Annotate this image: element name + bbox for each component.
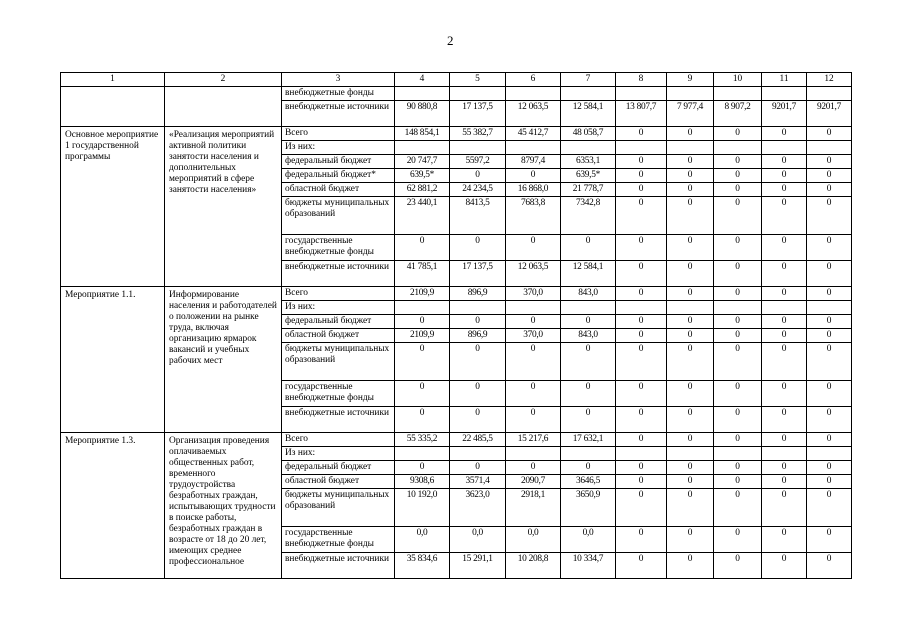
value-cell: 0 [667, 475, 714, 489]
value-cell: 17 137,5 [450, 101, 506, 127]
value-cell: 0 [506, 235, 561, 261]
value-cell [807, 141, 852, 155]
value-cell: 12 584,1 [561, 261, 616, 287]
value-cell [450, 87, 506, 101]
value-cell: 0 [450, 381, 506, 407]
value-cell: 0 [807, 183, 852, 197]
table-row [61, 287, 852, 301]
value-cell: 0 [667, 315, 714, 329]
source-cell: федеральный бюджет [282, 461, 395, 475]
value-cell: 0 [450, 461, 506, 475]
value-cell: 48 058,7 [561, 127, 616, 141]
value-cell: 0 [616, 475, 667, 489]
value-cell: 0 [616, 381, 667, 407]
value-cell [762, 141, 807, 155]
value-cell [616, 447, 667, 461]
value-cell: 0 [762, 433, 807, 447]
value-cell: 0 [616, 287, 667, 301]
value-cell: 0 [667, 527, 714, 553]
value-cell: 0 [616, 127, 667, 141]
value-cell: 8797,4 [506, 155, 561, 169]
value-cell [561, 141, 616, 155]
value-cell: 0 [807, 343, 852, 381]
value-cell: 0 [667, 343, 714, 381]
value-cell [762, 301, 807, 315]
value-cell: 370,0 [506, 287, 561, 301]
value-cell: 9201,7 [807, 101, 852, 127]
source-cell: Всего [282, 287, 395, 301]
value-cell: 0 [667, 183, 714, 197]
value-cell: 9201,7 [762, 101, 807, 127]
value-cell: 0 [807, 381, 852, 407]
value-cell: 0 [616, 197, 667, 235]
table-row [61, 433, 852, 447]
value-cell: 17 632,1 [561, 433, 616, 447]
source-cell: внебюджетные источники [282, 407, 395, 433]
value-cell [395, 141, 450, 155]
value-cell: 0 [714, 329, 762, 343]
value-cell: 90 880,8 [395, 101, 450, 127]
source-cell: государственные внебюджетные фонды [282, 381, 395, 407]
value-cell: 0 [506, 381, 561, 407]
value-cell: 2109,9 [395, 329, 450, 343]
value-cell [714, 141, 762, 155]
value-cell: 0 [762, 183, 807, 197]
value-cell: 0 [714, 155, 762, 169]
source-cell: Из них: [282, 301, 395, 315]
section-title: Основное мероприятие 1 государственной программы [61, 127, 165, 287]
column-header: 9 [667, 73, 714, 87]
value-cell: 0 [807, 461, 852, 475]
value-cell: 2109,9 [395, 287, 450, 301]
value-cell: 0 [667, 553, 714, 579]
section-title: Мероприятие 1.3. [61, 433, 165, 579]
value-cell: 0 [762, 381, 807, 407]
value-cell [395, 447, 450, 461]
value-cell: 0 [395, 235, 450, 261]
value-cell: 0 [762, 197, 807, 235]
value-cell: 0 [762, 235, 807, 261]
value-cell: 0 [506, 169, 561, 183]
value-cell [667, 447, 714, 461]
source-cell: бюджеты муниципальных образований [282, 343, 395, 381]
value-cell [714, 301, 762, 315]
value-cell: 41 785,1 [395, 261, 450, 287]
value-cell: 0 [561, 343, 616, 381]
value-cell: 0 [616, 461, 667, 475]
value-cell: 17 137,5 [450, 261, 506, 287]
value-cell: 0 [616, 183, 667, 197]
value-cell: 0 [667, 127, 714, 141]
value-cell: 8 907,2 [714, 101, 762, 127]
value-cell: 0 [807, 169, 852, 183]
column-header: 3 [282, 73, 395, 87]
value-cell: 0 [714, 343, 762, 381]
value-cell [762, 447, 807, 461]
value-cell: 0 [667, 261, 714, 287]
value-cell: 9308,6 [395, 475, 450, 489]
section-description: Информирование населения и работодателей о положении на рынке труда, включая организацию ярмарок вакансий и учебных рабочих мест [165, 287, 282, 433]
value-cell: 0 [616, 433, 667, 447]
value-cell: 0 [762, 489, 807, 527]
carryover-cell-2 [165, 87, 282, 127]
value-cell: 0 [762, 407, 807, 433]
value-cell: 0 [616, 315, 667, 329]
value-cell: 2090,7 [506, 475, 561, 489]
value-cell: 0 [807, 127, 852, 141]
source-cell: областной бюджет [282, 475, 395, 489]
value-cell [714, 447, 762, 461]
value-cell: 15 217,6 [506, 433, 561, 447]
column-header: 10 [714, 73, 762, 87]
value-cell: 13 807,7 [616, 101, 667, 127]
value-cell [450, 301, 506, 315]
value-cell [450, 141, 506, 155]
value-cell: 0 [667, 155, 714, 169]
value-cell [506, 447, 561, 461]
value-cell: 23 440,1 [395, 197, 450, 235]
value-cell: 0 [714, 433, 762, 447]
value-cell: 0 [616, 169, 667, 183]
table-header-row [61, 73, 852, 87]
value-cell: 6353,1 [561, 155, 616, 169]
value-cell: 16 868,0 [506, 183, 561, 197]
value-cell: 0 [395, 407, 450, 433]
source-cell: федеральный бюджет [282, 315, 395, 329]
value-cell: 0 [762, 461, 807, 475]
value-cell: 21 778,7 [561, 183, 616, 197]
value-cell: 0,0 [506, 527, 561, 553]
source-cell: государственные внебюджетные фонды [282, 527, 395, 553]
value-cell: 0 [762, 155, 807, 169]
value-cell: 0 [807, 287, 852, 301]
value-cell: 0 [807, 235, 852, 261]
value-cell: 0 [616, 155, 667, 169]
value-cell: 0 [807, 553, 852, 579]
value-cell [561, 447, 616, 461]
value-cell: 5597,2 [450, 155, 506, 169]
value-cell: 24 234,5 [450, 183, 506, 197]
value-cell: 3571,4 [450, 475, 506, 489]
value-cell [616, 141, 667, 155]
value-cell: 10 334,7 [561, 553, 616, 579]
value-cell: 0,0 [395, 527, 450, 553]
source-cell: федеральный бюджет [282, 155, 395, 169]
source-cell: внебюджетные источники [282, 553, 395, 579]
source-cell: Всего [282, 127, 395, 141]
value-cell [395, 301, 450, 315]
value-cell [561, 301, 616, 315]
source-cell: внебюджетные источники [282, 261, 395, 287]
source-cell: областной бюджет [282, 329, 395, 343]
page-number: 2 [447, 33, 454, 48]
value-cell [762, 87, 807, 101]
value-cell: 0 [616, 343, 667, 381]
source-cell: государственные внебюджетные фонды [282, 235, 395, 261]
value-cell: 0 [395, 343, 450, 381]
value-cell: 0,0 [450, 527, 506, 553]
value-cell: 0 [714, 235, 762, 261]
value-cell: 0 [762, 169, 807, 183]
value-cell: 0 [561, 461, 616, 475]
value-cell: 0 [714, 475, 762, 489]
value-cell: 0 [616, 329, 667, 343]
value-cell [616, 301, 667, 315]
value-cell [807, 447, 852, 461]
value-cell: 45 412,7 [506, 127, 561, 141]
value-cell: 0 [667, 197, 714, 235]
source-cell: внебюджетные фонды [282, 87, 395, 101]
value-cell: 0 [395, 315, 450, 329]
value-cell: 0 [807, 261, 852, 287]
value-cell: 0 [506, 407, 561, 433]
value-cell: 8413,5 [450, 197, 506, 235]
value-cell: 0 [807, 489, 852, 527]
value-cell: 0 [506, 343, 561, 381]
value-cell: 0 [506, 461, 561, 475]
column-header: 7 [561, 73, 616, 87]
value-cell: 0 [807, 527, 852, 553]
value-cell: 0 [714, 261, 762, 287]
table-row [61, 127, 852, 141]
value-cell: 0 [714, 183, 762, 197]
value-cell: 0 [616, 407, 667, 433]
value-cell: 0 [395, 381, 450, 407]
value-cell [450, 447, 506, 461]
value-cell: 0 [561, 381, 616, 407]
value-cell: 0 [450, 407, 506, 433]
value-cell: 0 [667, 489, 714, 527]
source-cell: Из них: [282, 447, 395, 461]
value-cell: 0 [667, 461, 714, 475]
value-cell: 0 [450, 343, 506, 381]
value-cell: 843,0 [561, 287, 616, 301]
value-cell: 0 [450, 235, 506, 261]
value-cell [506, 301, 561, 315]
value-cell: 0 [616, 489, 667, 527]
value-cell: 0 [667, 169, 714, 183]
value-cell: 2918,1 [506, 489, 561, 527]
value-cell: 0 [714, 315, 762, 329]
value-cell: 639,5* [395, 169, 450, 183]
value-cell: 0 [762, 287, 807, 301]
value-cell: 0 [807, 329, 852, 343]
value-cell: 0 [762, 315, 807, 329]
section-description: «Реализация мероприятий активной политики занятости населения и дополнительных мероприятий в сфере занятости населения» [165, 127, 282, 287]
column-header: 2 [165, 73, 282, 87]
value-cell: 0 [714, 489, 762, 527]
value-cell: 10 208,8 [506, 553, 561, 579]
value-cell: 0 [450, 169, 506, 183]
source-cell: внебюджетные источники [282, 101, 395, 127]
value-cell: 0 [616, 261, 667, 287]
table-row [61, 87, 852, 101]
value-cell: 35 834,6 [395, 553, 450, 579]
value-cell: 0 [714, 287, 762, 301]
source-cell: Всего [282, 433, 395, 447]
column-header: 1 [61, 73, 165, 87]
source-cell: бюджеты муниципальных образований [282, 197, 395, 235]
value-cell: 0 [807, 197, 852, 235]
value-cell: 3646,5 [561, 475, 616, 489]
column-header: 6 [506, 73, 561, 87]
value-cell: 12 063,5 [506, 101, 561, 127]
budget-table [60, 72, 852, 579]
source-cell: бюджеты муниципальных образований [282, 489, 395, 527]
value-cell [616, 87, 667, 101]
value-cell: 0,0 [561, 527, 616, 553]
carryover-cell-1 [61, 87, 165, 127]
value-cell: 896,9 [450, 287, 506, 301]
value-cell: 0 [807, 407, 852, 433]
column-header: 11 [762, 73, 807, 87]
value-cell: 7342,8 [561, 197, 616, 235]
value-cell [506, 87, 561, 101]
value-cell: 0 [714, 169, 762, 183]
source-cell: федеральный бюджет* [282, 169, 395, 183]
source-cell: областной бюджет [282, 183, 395, 197]
value-cell: 62 881,2 [395, 183, 450, 197]
value-cell: 0 [616, 527, 667, 553]
value-cell: 0 [506, 315, 561, 329]
value-cell: 0 [714, 527, 762, 553]
value-cell [506, 141, 561, 155]
value-cell [395, 87, 450, 101]
value-cell: 55 335,2 [395, 433, 450, 447]
value-cell: 0 [807, 475, 852, 489]
value-cell: 0 [807, 315, 852, 329]
value-cell: 896,9 [450, 329, 506, 343]
value-cell: 0 [561, 407, 616, 433]
value-cell: 3650,9 [561, 489, 616, 527]
value-cell: 0 [450, 315, 506, 329]
value-cell: 0 [762, 343, 807, 381]
value-cell: 843,0 [561, 329, 616, 343]
value-cell [667, 301, 714, 315]
value-cell: 0 [807, 433, 852, 447]
value-cell: 7 977,4 [667, 101, 714, 127]
column-header: 5 [450, 73, 506, 87]
value-cell: 0 [807, 155, 852, 169]
value-cell: 0 [667, 381, 714, 407]
value-cell: 0 [561, 235, 616, 261]
value-cell: 0 [714, 553, 762, 579]
source-cell: Из них: [282, 141, 395, 155]
value-cell: 0 [762, 553, 807, 579]
value-cell: 10 192,0 [395, 489, 450, 527]
value-cell: 0 [762, 527, 807, 553]
column-header: 8 [616, 73, 667, 87]
value-cell: 0 [561, 315, 616, 329]
value-cell [561, 87, 616, 101]
value-cell [714, 87, 762, 101]
value-cell: 0 [762, 261, 807, 287]
value-cell: 0 [762, 329, 807, 343]
value-cell [667, 141, 714, 155]
value-cell: 55 382,7 [450, 127, 506, 141]
value-cell [807, 301, 852, 315]
value-cell: 22 485,5 [450, 433, 506, 447]
value-cell: 370,0 [506, 329, 561, 343]
section-description: Организация проведения оплачиваемых общественных работ, временного трудоустройства безработных граждан, испытывающих трудности в поиске работы, безработных граждан в возрасте от 18 до 20 лет, имеющих среднее профессиональное [165, 433, 282, 579]
value-cell [807, 87, 852, 101]
value-cell [667, 87, 714, 101]
value-cell: 0 [762, 475, 807, 489]
value-cell: 12 584,1 [561, 101, 616, 127]
value-cell: 15 291,1 [450, 553, 506, 579]
value-cell: 0 [395, 461, 450, 475]
value-cell: 0 [667, 329, 714, 343]
value-cell: 0 [714, 461, 762, 475]
value-cell: 3623,0 [450, 489, 506, 527]
value-cell: 0 [714, 381, 762, 407]
value-cell: 639,5* [561, 169, 616, 183]
value-cell: 0 [616, 235, 667, 261]
value-cell: 148 854,1 [395, 127, 450, 141]
value-cell: 0 [762, 127, 807, 141]
value-cell: 0 [616, 553, 667, 579]
value-cell: 0 [714, 197, 762, 235]
value-cell: 0 [714, 407, 762, 433]
column-header: 4 [395, 73, 450, 87]
section-title: Мероприятие 1.1. [61, 287, 165, 433]
value-cell: 20 747,7 [395, 155, 450, 169]
value-cell: 0 [714, 127, 762, 141]
value-cell: 7683,8 [506, 197, 561, 235]
column-header: 12 [807, 73, 852, 87]
value-cell: 12 063,5 [506, 261, 561, 287]
value-cell: 0 [667, 407, 714, 433]
value-cell: 0 [667, 433, 714, 447]
value-cell: 0 [667, 235, 714, 261]
value-cell: 0 [667, 287, 714, 301]
